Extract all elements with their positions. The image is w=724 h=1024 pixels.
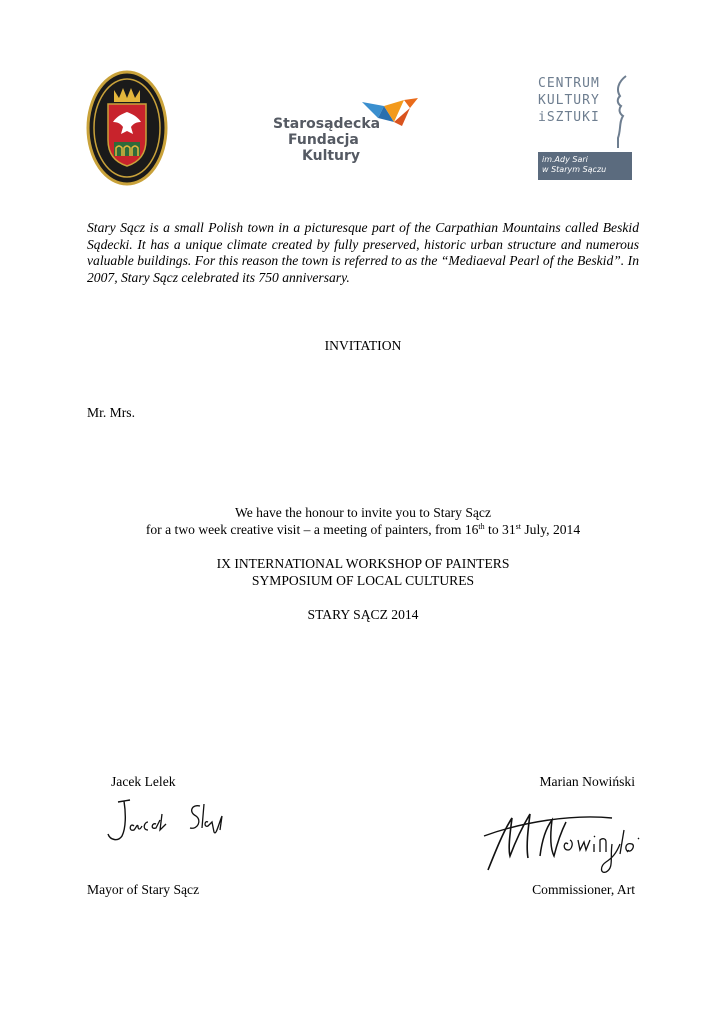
invite-line2: [87, 522, 639, 539]
culture-center-line2: KULTURY: [538, 93, 600, 108]
date-start-suffix: th: [478, 522, 485, 531]
date-end-suffix: st: [515, 522, 521, 531]
face-profile-icon: [612, 74, 632, 150]
right-signature: [482, 800, 662, 880]
coat-of-arms-icon: [86, 70, 168, 186]
intro-paragraph: Stary Sącz is a small Polish town in a picturesque part of the Carpathian Mountains called Beskid Sądecki. It has a unique climate created by fully preserved, historic urban structure and numerous valuable buildings. For this reason the town is referred to as the “Mediaeval Pearl of the Beskid”. In 2007, Stary Sącz celebrated its 750 anniversary.: [87, 220, 639, 285]
right-signatory-name: Marian Nowiński: [539, 774, 635, 789]
left-signatory-name: Jacek Lelek: [111, 774, 176, 789]
invitation-heading: INVITATION: [324, 338, 402, 353]
culture-center-line1: CENTRUM: [538, 76, 600, 91]
culture-center-line3: iSZTUKI: [538, 110, 600, 125]
foundation-name-line1: Starosądecka: [273, 116, 381, 132]
invite-line2-part-a: for a two week creative visit – a meeting of painters, from 16: [145, 522, 479, 537]
culture-center-sub2: w Starym Sączu: [542, 165, 607, 174]
invite-line2-part-c: July, 2014: [520, 522, 581, 537]
event-title-line3: STARY SĄCZ 2014: [307, 607, 419, 622]
right-signatory-title: Commissioner, Art: [532, 882, 635, 897]
invite-line2-part-b: to 31: [484, 522, 516, 537]
culture-center-subtitle-box: [538, 152, 632, 180]
event-title-line1: IX INTERNATIONAL WORKSHOP OF PAINTERS: [216, 556, 510, 571]
culture-center-sub1: im.Ady Sari: [542, 155, 588, 164]
culture-center-logo: [526, 72, 634, 180]
foundation-logo: [268, 96, 420, 180]
salutation: Mr. Mrs.: [87, 405, 135, 420]
left-signatory-title: Mayor of Stary Sącz: [87, 882, 200, 897]
coat-of-arms-logo: [86, 70, 168, 186]
foundation-name-line3: Kultury: [302, 148, 361, 164]
left-signature: [104, 796, 236, 848]
event-title-line2: SYMPOSIUM OF LOCAL CULTURES: [251, 573, 475, 588]
invite-line1: We have the honour to invite you to Stary Sącz: [235, 505, 491, 520]
foundation-name-line2: Fundacja: [288, 132, 359, 148]
